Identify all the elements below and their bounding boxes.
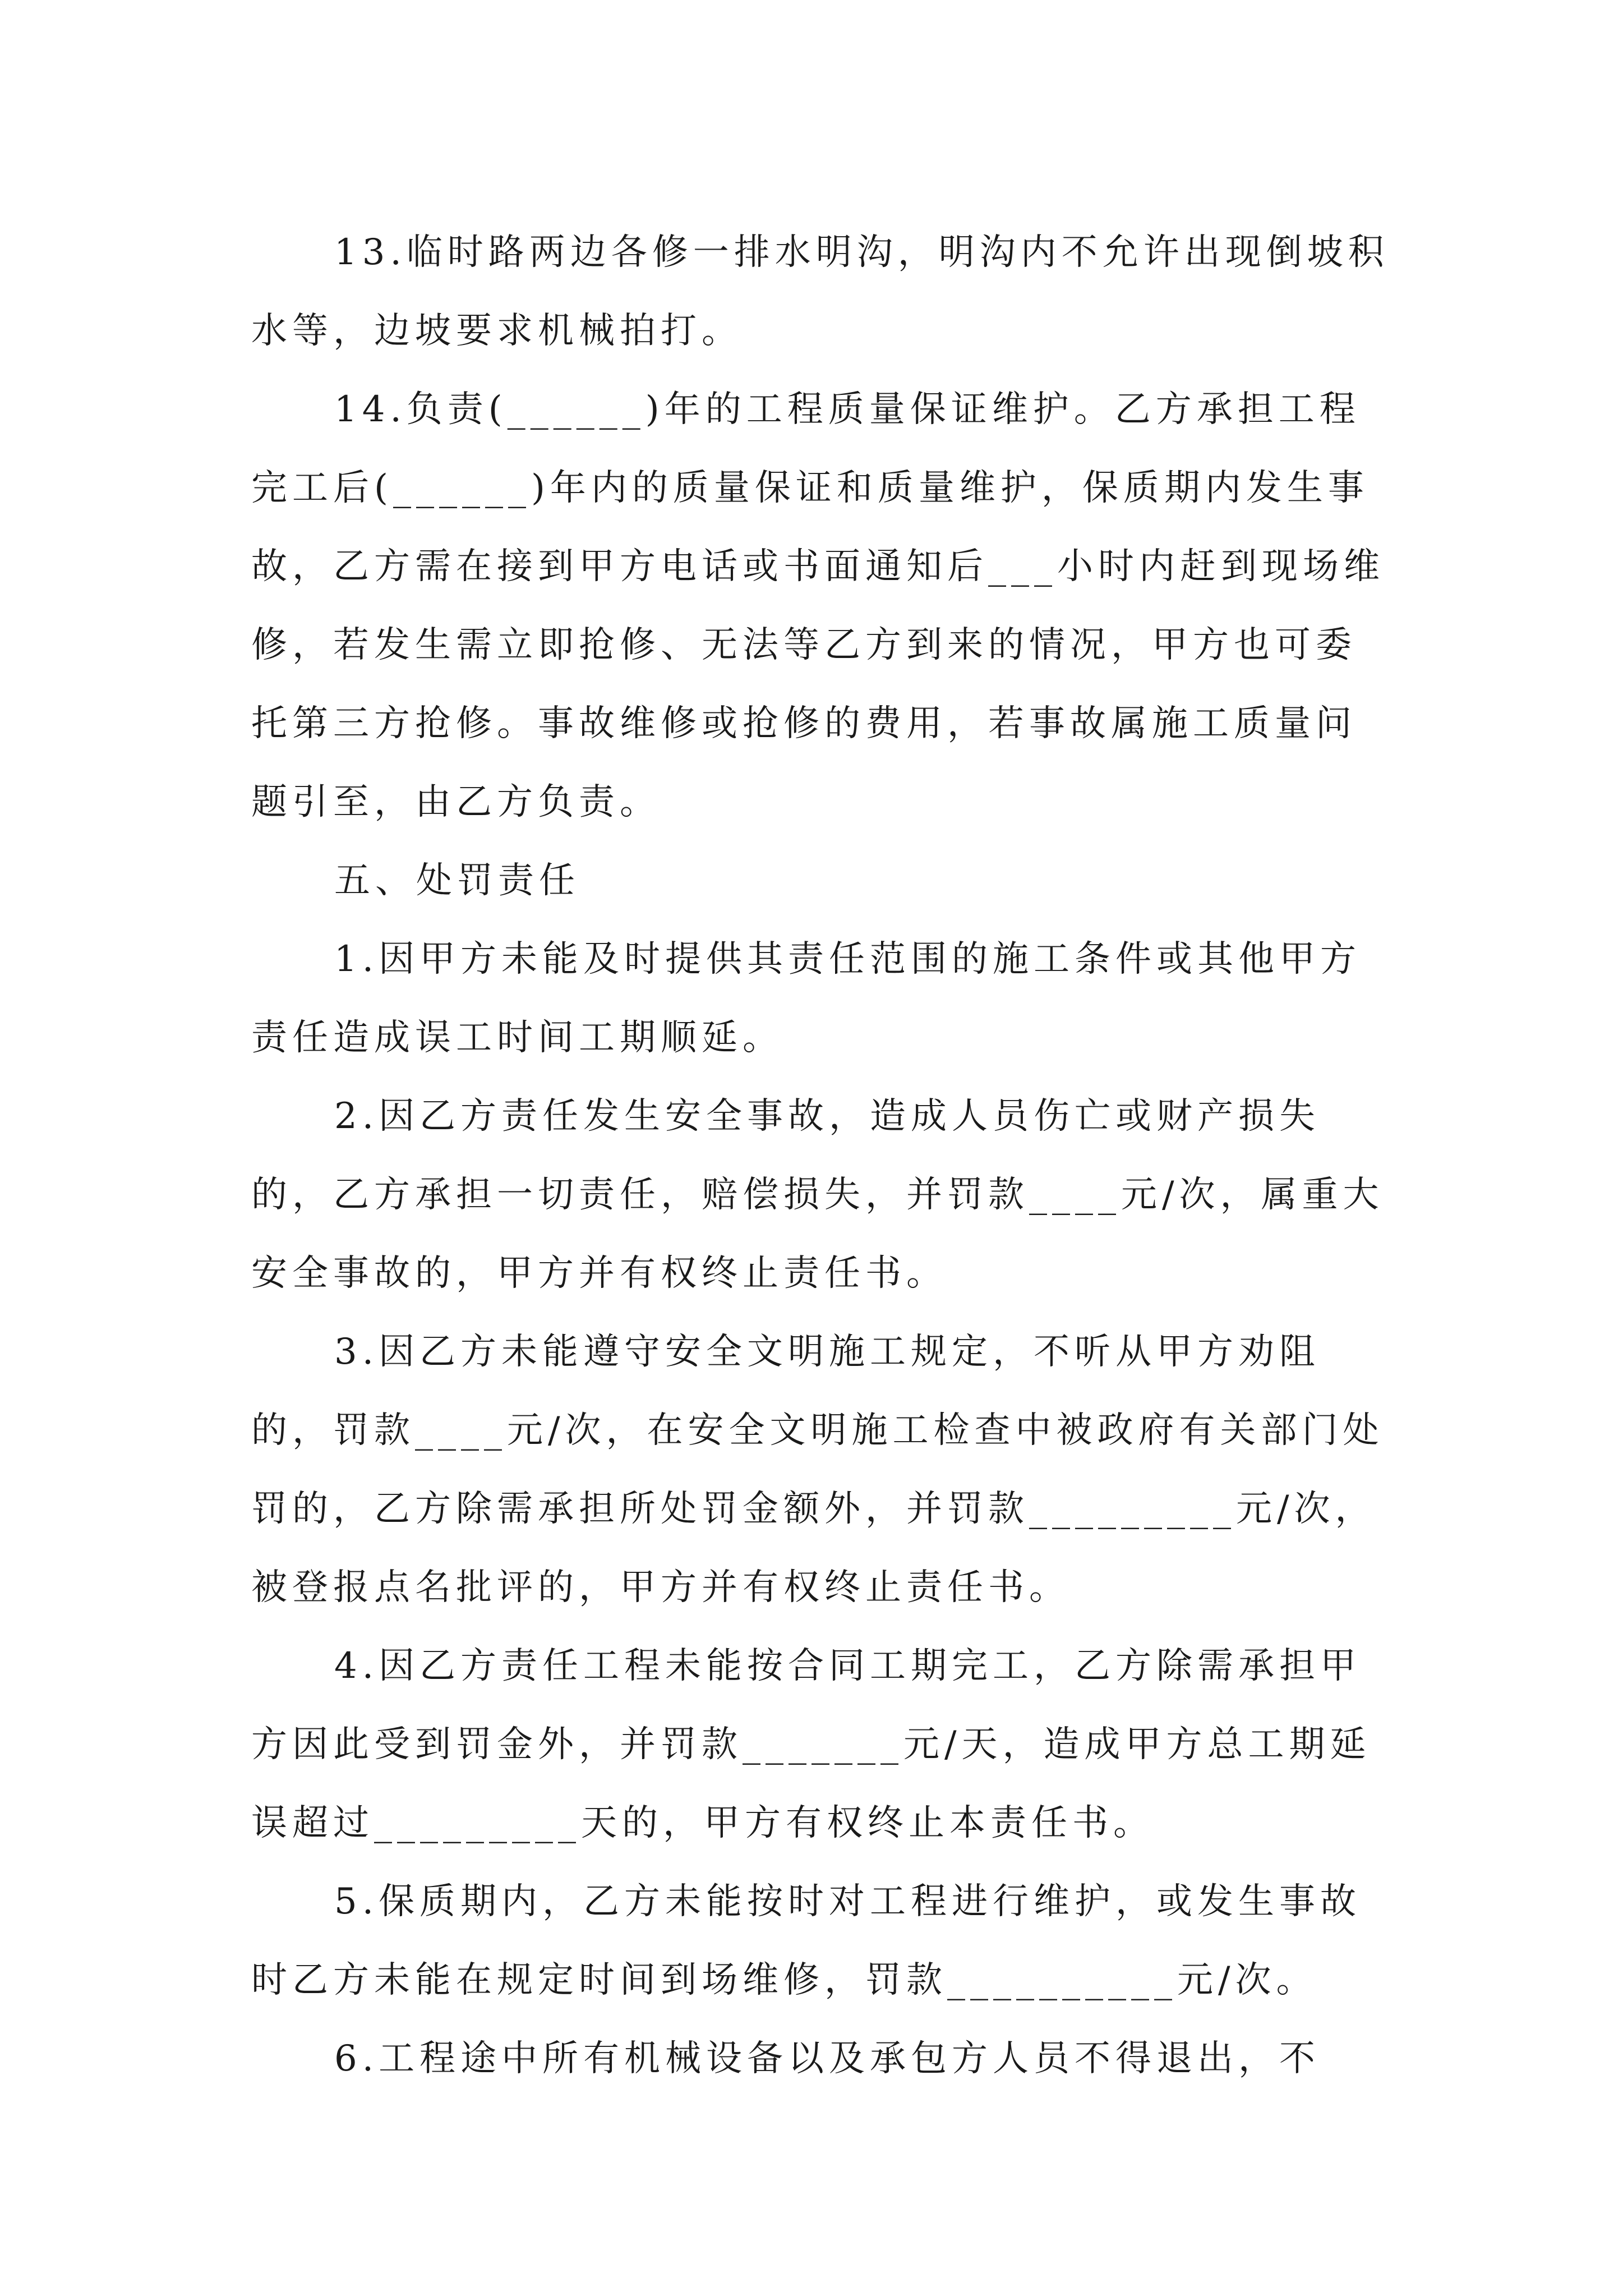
penalty-clause-2: 2.因乙方责任发生安全事故，造成人员伤亡或财产损失的，乙方承担一切责任，赔偿损失，并罚款____元/次，属重大安全事故的，甲方并有权终止责任书。 — [251, 1096, 1384, 1294]
section-heading-penalty: 五、处罚责任 — [334, 860, 580, 901]
clause-13: 13.临时路两边各修一排水明沟，明沟内不允许出现倒坡积水等，边坡要求机械拍打。 — [251, 232, 1389, 352]
clause-14: 14.负责(______)年的工程质量保证维护。乙方承担工程完工后(______)年内的质量保证和质量维护，保质期内发生事故，乙方需在接到甲方电话或书面通知后___小时内赶到现场维修，若发生需立即抢修、无法等乙方到来的情况，甲方也可委托第三方抢修。事故维修或抢修的费用，若事故属施工质量问题引至，由乙方负责。 — [251, 389, 1385, 823]
penalty-clause-6: 6.工程途中所有机械设备以及承包方人员不得退出，不 — [334, 2038, 1321, 2079]
penalty-clause-3: 3.因乙方未能遵守安全文明施工规定，不听从甲方劝阻的，罚款____元/次，在安全文明施工检查中被政府有关部门处罚的，乙方除需承担所处罚金额外，并罚款_________元/次，被登报点名批评的，甲方并有权终止责任书。 — [251, 1331, 1384, 1608]
penalty-clause-1: 1.因甲方未能及时提供其责任范围的施工条件或其他甲方责任造成误工时间工期顺延。 — [251, 938, 1362, 1059]
document-body — [251, 213, 1390, 2098]
penalty-clause-5: 5.保质期内，乙方未能按时对工程进行维护，或发生事故时乙方未能在规定时间到场维修，罚款__________元/次。 — [251, 1881, 1362, 2001]
penalty-clause-4: 4.因乙方责任工程未能按合同工期完工，乙方除需承担甲方因此受到罚金外，并罚款_______元/天，造成甲方总工期延误超过_________天的，甲方有权终止本责任书。 — [251, 1645, 1371, 1844]
